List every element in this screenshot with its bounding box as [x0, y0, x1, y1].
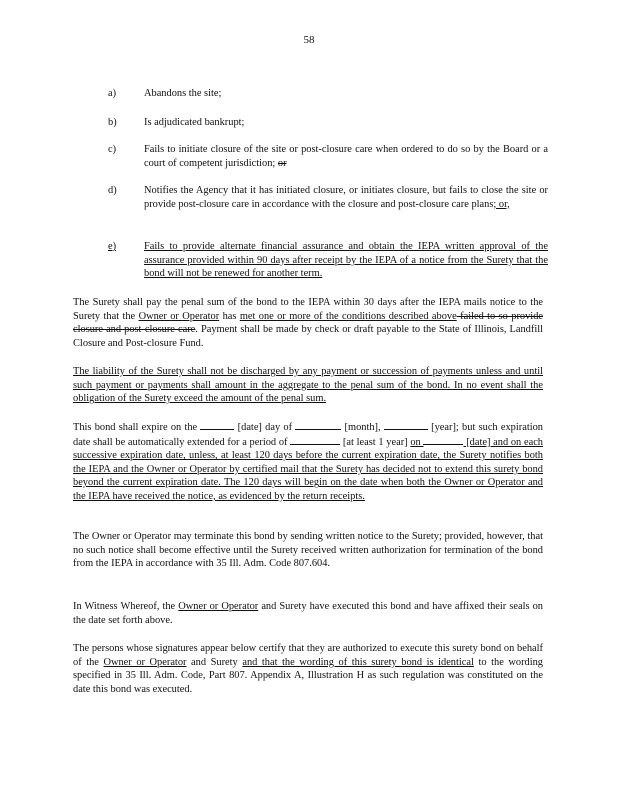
paragraph-liability: The liability of the Surety shall not be discharged by any payment or succession of payments unless and until such payment or payments shall amount in the aggregate to the penal sum of the bond. In no event shall the obligation of the Surety exceed the amount of the penal sum. [73, 366, 543, 405]
fill-in-blank [290, 435, 340, 445]
deleted-text: failed to so provide closure and post-closure care [73, 310, 543, 336]
fill-in-blank [200, 420, 234, 430]
paragraph-payment [73, 296, 543, 350]
text-run: In Witness Whereof, the [73, 601, 179, 612]
paragraph-witness [73, 600, 543, 627]
deleted-text: or [277, 157, 287, 169]
inserted-text: Owner or Operator [103, 656, 187, 668]
text-run: The Surety shall pay the penal sum of the bond to the IEPA within 30 days after the IEPA mails notice to the Surety that the [73, 297, 543, 322]
fill-in-blank [384, 420, 428, 430]
list-text: Is adjudicated bankrupt; [144, 117, 245, 128]
list-label: d) [108, 185, 117, 196]
inserted-text: Owner or Operator [138, 310, 220, 322]
list-text-main: Notifies the Agency that it has initiated closure, or initiates closure, but fails to close the site or provide post-closure care in accordance with the closure and post-closure care plans [144, 185, 548, 210]
inserted-text: and that the wording of this surety bond is identical [242, 656, 474, 668]
list-item-a [108, 87, 548, 101]
text-run: [date] day of [234, 422, 296, 433]
inserted-text: on [410, 436, 424, 448]
text-run: [year]; but such expiration date shall be automatically extended for a period of [73, 422, 543, 448]
text-run: to the wording specified in 35 Ill. Adm. Code, Part 807. Appendix A, Illustration H as such regulation was constituted on the date this bond was executed. [73, 656, 543, 695]
list-text: Fails to provide alternate financial assurance and obtain the IEPA written approval of the assurance provided within 90 days after receipt by the IEPA of a notice from the Surety that the bond will not be renewed for another term. [144, 241, 548, 280]
text-run: The persons whose signatures appear below certify that they are authorized to execute this surety bond on behalf of the [73, 643, 543, 668]
text-run: . Payment shall be made by check or draft payable to the State of Illinois, Landfill Closure and Post-closure Fund. [73, 324, 543, 349]
list-text-main: Fails to initiate closure of the site or post-closure care when ordered to do so by the Board or a court of competent jurisdiction; [144, 144, 548, 169]
paragraph-termination: The Owner or Operator may terminate this bond by sending written notice to the Surety; provided, however, that no such notice shall become effective until the Surety received written authorization for termination of the bond from the IEPA in accordance with 35 Ill. Adm. Code 807.604. [73, 531, 543, 570]
list-text [144, 143, 548, 170]
list-text [144, 184, 548, 211]
text-run: and Surety have executed this bond and have affixed their seals on the date set forth above. [73, 601, 543, 626]
inserted-text: [date] and on each successive expiration date, unless, at least 120 days before the current expiration date, the Surety notifies both the IEPA and the Owner or Operator by certified mail that the Surety has decided not to extend this surety bond beyond the current expiration date. The 120 days will begin on the date when both the Owner or Operator and the IEPA have received the notice, as evidenced by the return receipts. [73, 436, 543, 502]
text-run: [month], [341, 422, 384, 433]
list-label: e) [108, 241, 117, 252]
inserted-text: met one or more of the conditions described above [239, 310, 457, 322]
text-run: and Surety [186, 656, 243, 668]
list-label: a) [108, 88, 117, 99]
list-label: c) [108, 144, 117, 155]
inserted-text: ; or, [493, 198, 510, 210]
list-item-d [108, 184, 548, 211]
text-run: has [219, 310, 240, 322]
list-item-e [108, 240, 548, 281]
paragraph-expiration [73, 420, 543, 504]
list-text: Abandons the site; [144, 88, 222, 99]
list-item-c [108, 143, 548, 170]
text-run: [at least 1 year] [340, 436, 411, 448]
inserted-text: Owner or Operator [178, 601, 259, 612]
list-label: b) [108, 117, 117, 128]
fill-in-blank [423, 435, 463, 445]
paragraph-certification [73, 642, 543, 696]
text-run: This bond shall expire on the [73, 422, 201, 433]
list-item-b [108, 116, 548, 130]
fill-in-blank [295, 420, 341, 430]
page-number: 58 [303, 34, 315, 46]
